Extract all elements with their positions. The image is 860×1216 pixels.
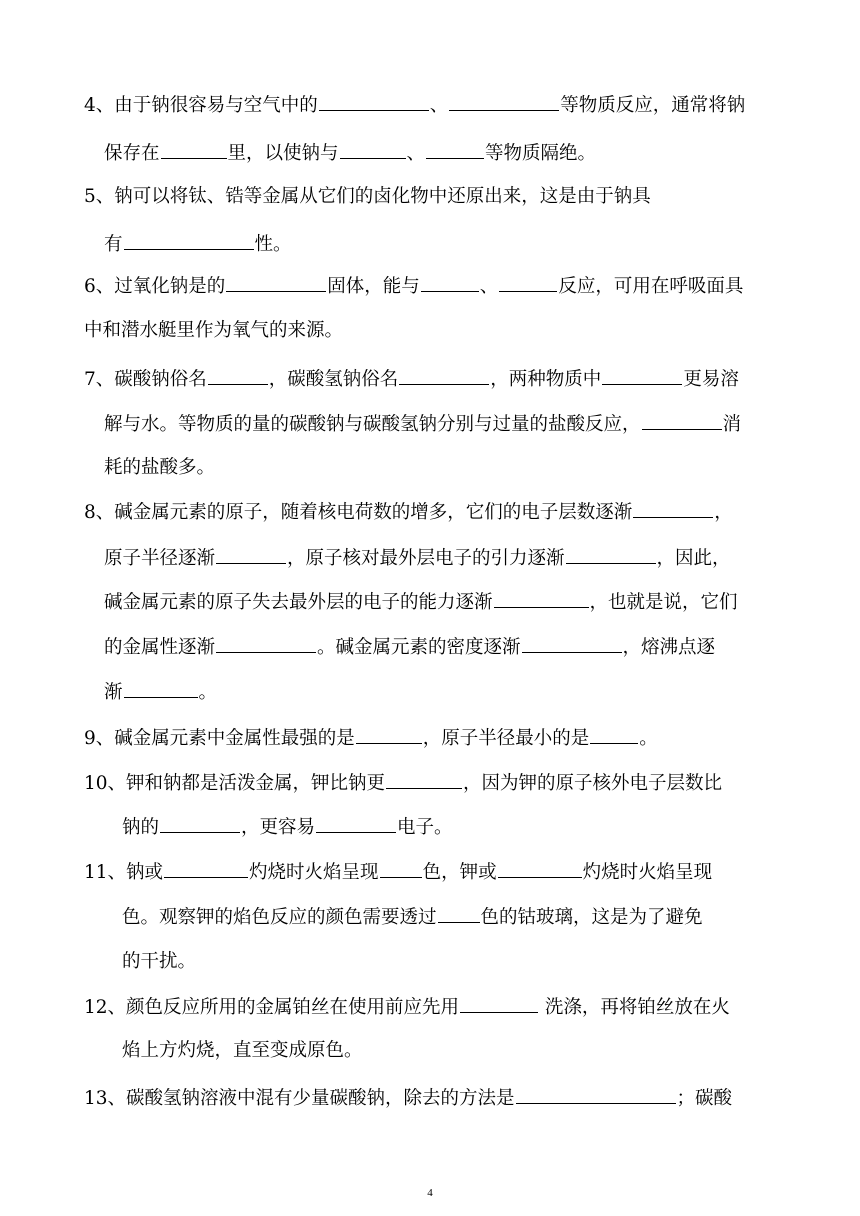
text-segment: 色。观察钾的焰色反应的颜色需要透过 <box>122 907 437 928</box>
text-segment: 。 <box>198 682 218 703</box>
text-line <box>104 634 715 660</box>
fill-in-blank[interactable] <box>161 140 227 159</box>
fill-in-blank[interactable] <box>160 814 240 833</box>
fill-in-blank[interactable] <box>124 231 254 250</box>
text-segment: 。碱金属元素的密度逐渐 <box>317 637 521 658</box>
text-segment: 灼烧时火焰呈现 <box>249 862 379 883</box>
text-segment: 的金属性逐渐 <box>104 637 216 658</box>
text-segment: 等物质隔绝。 <box>485 143 597 164</box>
text-segment: 耗的盐酸多。 <box>104 457 216 478</box>
text-line <box>104 589 738 615</box>
fill-in-blank[interactable] <box>421 273 479 292</box>
text-line <box>122 950 196 974</box>
text-line <box>104 456 215 480</box>
text-segment: 碱金属元素的原子失去最外层的电子的能力逐渐 <box>104 592 493 613</box>
fill-in-blank[interactable] <box>590 725 638 744</box>
fill-in-blank[interactable] <box>124 679 198 698</box>
text-segment: ；碳酸 <box>676 1088 733 1109</box>
text-segment: 10、钾和钠都是活泼金属，钾比钠更 <box>84 773 386 794</box>
text-segment: 。 <box>639 728 658 749</box>
text-segment: 13、碳酸氢钠溶液中混有少量碳酸钠，除去的方法是 <box>84 1088 515 1109</box>
text-segment: 8、碱金属元素的原子，随着核电荷数的增多，它们的电子层数逐渐 <box>84 502 633 523</box>
text-segment: 有 <box>104 234 123 255</box>
fill-in-blank[interactable] <box>208 366 268 385</box>
text-line <box>84 273 743 299</box>
text-segment: 等物质反应，通常将钠 <box>560 95 746 116</box>
text-line <box>84 92 745 118</box>
fill-in-blank[interactable] <box>499 273 557 292</box>
fill-in-blank[interactable] <box>216 545 286 564</box>
text-line <box>122 1039 363 1063</box>
text-segment: 11、钠或 <box>84 862 164 883</box>
text-segment: 钠的 <box>122 817 160 838</box>
text-segment: ， <box>714 502 733 523</box>
text-segment: 里，以使钠与 <box>227 143 339 164</box>
fill-in-blank[interactable] <box>426 140 484 159</box>
text-segment: 、 <box>479 276 499 297</box>
text-line <box>84 994 730 1020</box>
text-segment: ，两种物质中 <box>490 369 602 390</box>
text-line <box>84 1085 732 1111</box>
text-segment: ，熔沸点逐 <box>622 637 716 658</box>
text-line <box>84 499 733 525</box>
fill-in-blank[interactable] <box>340 140 406 159</box>
text-segment: 、 <box>429 95 449 116</box>
text-line <box>84 770 722 796</box>
fill-in-blank[interactable] <box>522 634 622 653</box>
text-line <box>104 140 596 166</box>
text-segment: ，碳酸氢钠俗名 <box>268 369 399 390</box>
text-line <box>104 411 741 437</box>
text-line <box>104 545 731 571</box>
text-line <box>84 366 739 392</box>
fill-in-blank[interactable] <box>386 770 462 789</box>
fill-in-blank[interactable] <box>602 366 682 385</box>
text-segment: 的干扰。 <box>122 951 197 972</box>
page-number: 4 <box>427 1187 433 1199</box>
fill-in-blank[interactable] <box>380 859 422 878</box>
text-line <box>104 679 217 705</box>
text-segment: 、 <box>406 143 426 164</box>
text-segment: 原子半径逐渐 <box>104 548 216 569</box>
fill-in-blank[interactable] <box>449 92 559 111</box>
text-segment: 7、碳酸钠俗名 <box>84 369 207 390</box>
text-segment: 色的钴玻璃，这是为了避免 <box>480 907 703 928</box>
text-segment: 色，钾或 <box>422 862 497 883</box>
fill-in-blank[interactable] <box>226 273 326 292</box>
text-segment: 渐 <box>104 682 123 703</box>
text-segment: 保存在 <box>104 143 160 164</box>
fill-in-blank[interactable] <box>460 994 538 1013</box>
text-segment: ，更容易 <box>241 817 316 838</box>
text-line <box>122 814 453 840</box>
fill-in-blank[interactable] <box>164 859 248 878</box>
fill-in-blank[interactable] <box>399 366 489 385</box>
text-segment: 性。 <box>254 234 292 255</box>
text-segment: 灼烧时火焰呈现 <box>582 862 713 883</box>
text-segment: 4、由于钠很容易与空气中的 <box>84 95 318 116</box>
fill-in-blank[interactable] <box>319 92 429 111</box>
text-line <box>122 904 703 930</box>
fill-in-blank[interactable] <box>642 411 722 430</box>
fill-in-blank[interactable] <box>633 499 713 518</box>
fill-in-blank[interactable] <box>438 904 480 923</box>
text-segment: 中和潜水艇里作为氧气的来源。 <box>84 320 344 341</box>
text-segment: 6、过氧化钠是的 <box>84 276 226 297</box>
text-segment: 电子。 <box>397 817 453 838</box>
fill-in-blank[interactable] <box>216 634 316 653</box>
fill-in-blank[interactable] <box>316 814 396 833</box>
text-segment: ，因此， <box>656 548 731 569</box>
text-segment: ，因为钾的原子核外电子层数比 <box>463 773 723 794</box>
text-segment: 洗涤，再将铂丝放在火 <box>539 997 730 1018</box>
text-segment: 12、颜色反应所用的金属铂丝在使用前应先用 <box>84 997 460 1018</box>
text-segment: ，也就是说，它们 <box>589 592 738 613</box>
fill-in-blank[interactable] <box>494 589 589 608</box>
text-segment: ，原子核对最外层电子的引力逐渐 <box>287 548 565 569</box>
text-segment: 固体，能与 <box>327 276 420 297</box>
fill-in-blank[interactable] <box>498 859 582 878</box>
text-segment: 9、碱金属元素中金属性最强的是 <box>84 728 355 749</box>
text-segment: 更易溶 <box>683 369 739 390</box>
fill-in-blank[interactable] <box>356 725 422 744</box>
text-line <box>104 231 292 257</box>
text-line <box>84 859 712 885</box>
text-line <box>84 185 651 209</box>
text-segment: 5、钠可以将钛、锆等金属从它们的卤化物中还原出来，这是由于钠具 <box>84 186 651 207</box>
text-segment: 解与水。等物质的量的碳酸钠与碳酸氢钠分别与过量的盐酸反应， <box>104 414 641 435</box>
text-segment: 反应，可用在呼吸面具 <box>558 276 744 297</box>
text-segment: 焰上方灼烧，直至变成原色。 <box>122 1040 363 1061</box>
text-segment: ，原子半径最小的是 <box>422 728 590 749</box>
fill-in-blank[interactable] <box>516 1085 676 1104</box>
text-line <box>84 319 343 343</box>
text-line <box>84 725 658 751</box>
fill-in-blank[interactable] <box>566 545 656 564</box>
text-segment: 消 <box>722 414 742 435</box>
